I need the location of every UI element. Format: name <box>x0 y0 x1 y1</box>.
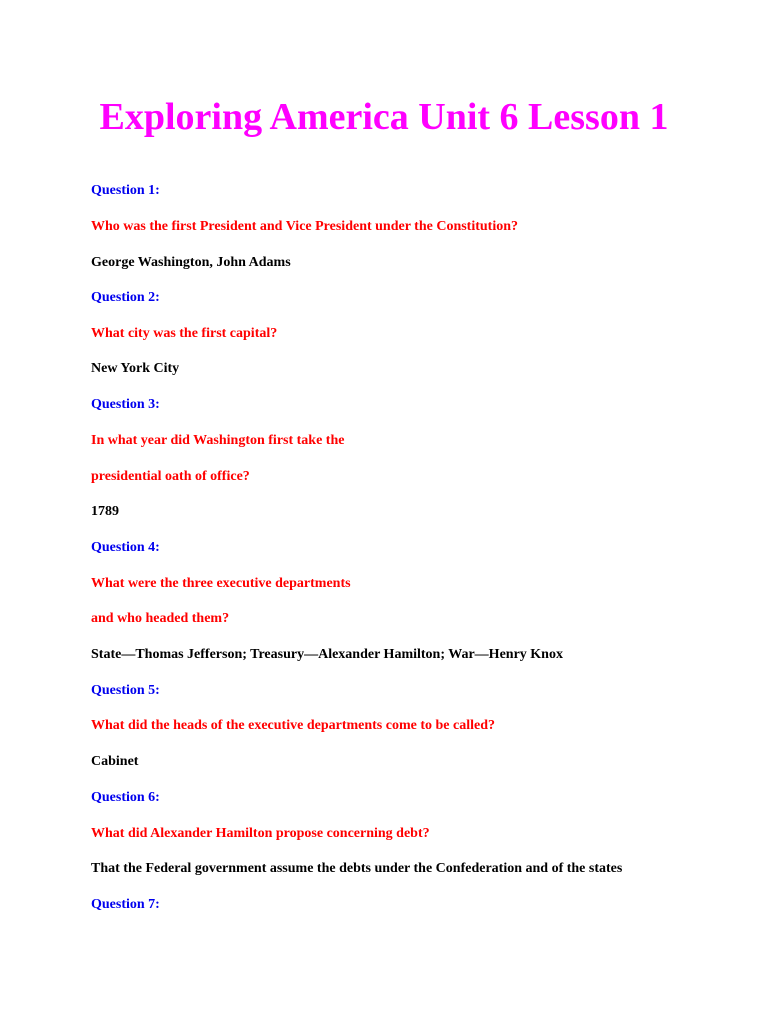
question-6-label: Question 6: <box>91 790 160 805</box>
question-7-label: Question 7: <box>91 897 160 912</box>
question-5-text: What did the heads of the executive departments come to be called? <box>91 718 496 733</box>
question-2-answer: New York City <box>91 361 180 376</box>
question-1-text: Who was the first President and Vice President under the Constitution? <box>91 219 519 234</box>
question-6-answer: That the Federal government assume the debts under the Confederation and of the states <box>91 861 623 876</box>
question-2-label: Question 2: <box>91 290 160 305</box>
question-3-answer: 1789 <box>91 504 119 519</box>
question-1-answer: George Washington, John Adams <box>91 255 291 270</box>
question-4-text-line-2: and who headed them? <box>91 611 230 626</box>
question-3-text-line-1: In what year did Washington first take the <box>91 433 345 448</box>
question-1-label: Question 1: <box>91 183 160 198</box>
question-4-answer: State—Thomas Jefferson; Treasury—Alexander Hamilton; War—Henry Knox <box>91 647 563 662</box>
question-3-text-line-2: presidential oath of office? <box>91 469 250 484</box>
page-title: Exploring America Unit 6 Lesson 1 <box>99 96 669 138</box>
question-5-answer: Cabinet <box>91 754 139 769</box>
question-4-text-line-1: What were the three executive departments <box>91 576 351 591</box>
question-4-label: Question 4: <box>91 540 160 555</box>
question-5-label: Question 5: <box>91 683 160 698</box>
question-6-text: What did Alexander Hamilton propose concerning debt? <box>91 826 430 841</box>
question-3-label: Question 3: <box>91 397 160 412</box>
question-2-text: What city was the first capital? <box>91 326 278 341</box>
